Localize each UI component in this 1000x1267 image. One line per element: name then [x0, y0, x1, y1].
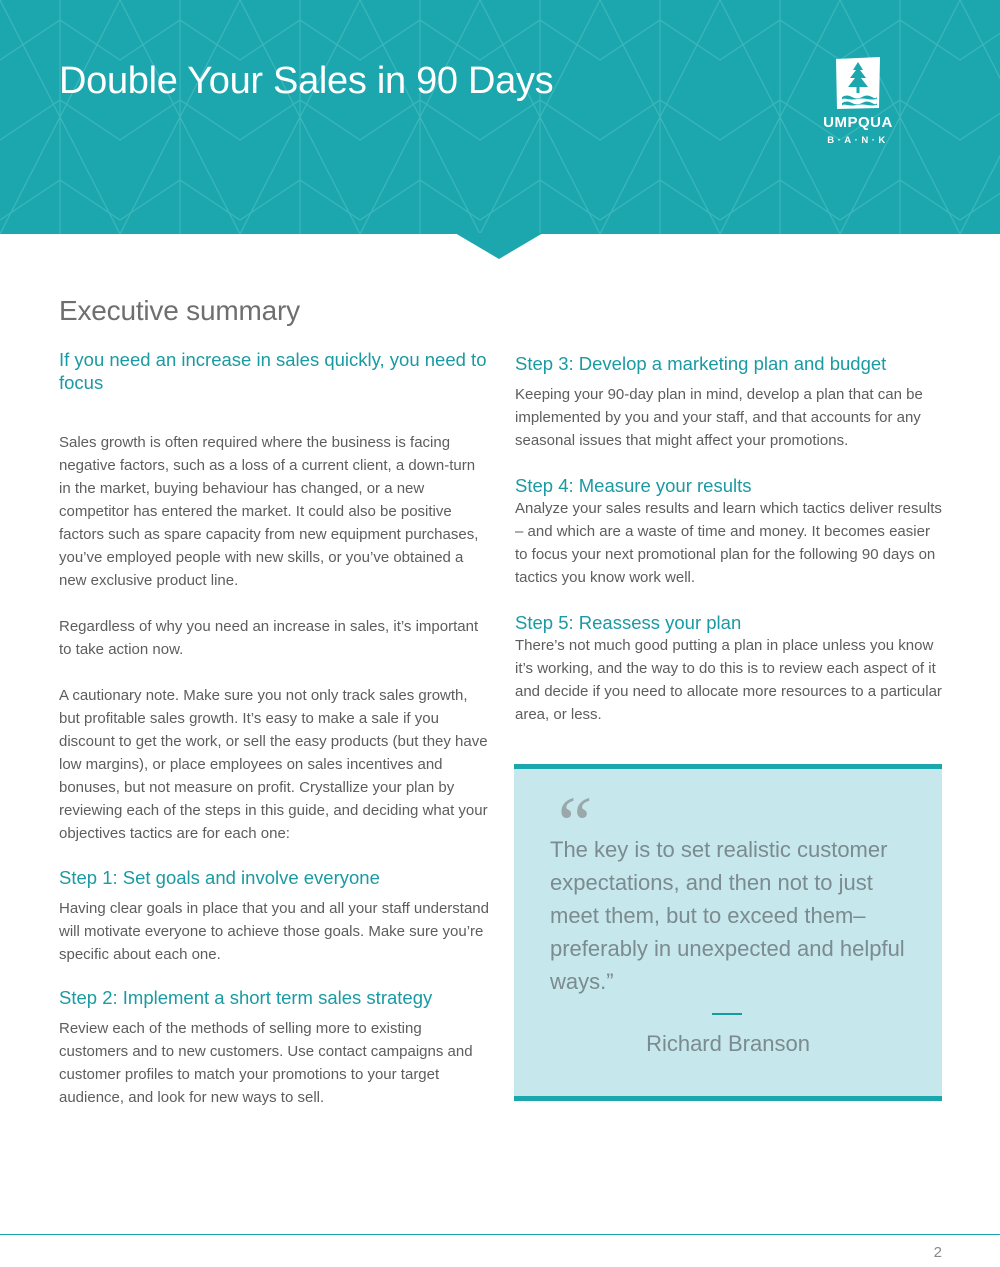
step1-heading: Step 1: Set goals and involve everyone [59, 867, 380, 888]
step4-text: Analyze your sales results and learn which tactics deliver results – and which are a waste of time and money. It becomes easier to focus your next promotional plan for the following 90 days on tactics you know work well. [515, 500, 942, 586]
step2-text: Review each of the methods of selling more to existing customers and to new customers. Use contact campaigns and customer profiles to match your promotions to your target audience, and look for new ways to sell. [59, 1020, 473, 1106]
brand-subtitle: B·A·N·K [827, 135, 889, 146]
intro-heading: If you need an increase in sales quickly, you need to focus [59, 349, 487, 393]
step1-text: Having clear goals in place that you and all your staff understand will motivate everyone to achieve those goals. Make sure you’re specific about each one. [59, 900, 489, 963]
quote-box [514, 764, 942, 1101]
left-column [59, 348, 489, 1109]
tree-icon [833, 56, 883, 110]
intro-paragraph-2: Regardless of why you need an increase in sales, it’s important to take action now. [59, 618, 479, 658]
step4-heading: Step 4: Measure your results [515, 475, 752, 496]
document-title: Double Your Sales in 90 Days [59, 60, 554, 102]
step3-text: Keeping your 90-day plan in mind, develop a plan that can be implemented by you and your staff, and that accounts for any seasonal issues that might affect your promotions. [515, 386, 923, 449]
header-banner [0, 0, 1000, 234]
intro-paragraph-1: Sales growth is often required where the business is facing negative factors, such as a loss of a current client, a down-turn in the market, buying behaviour has changed, or a new competitor has entered the market. It could also be positive factors such as spare capacity from new equipment purchases, you’ve employed people with new skills, or you’ve obtained a new exclusive product line. [59, 434, 479, 589]
quote-author: Richard Branson [646, 1031, 810, 1056]
brand-name: UMPQUA [823, 114, 893, 131]
quote-divider [712, 1013, 742, 1015]
quote-mark-icon: “ [550, 780, 594, 867]
step2-heading: Step 2: Implement a short term sales strategy [59, 987, 433, 1008]
step3-heading: Step 3: Develop a marketing plan and budget [515, 353, 887, 374]
header-notch [455, 233, 543, 259]
footer-divider [0, 1234, 1000, 1235]
intro-paragraph-3: A cautionary note. Make sure you not only track sales growth, but profitable sales growth. It’s easy to make a sale if you discount to get the work, or sell the easy products (but they have low margins), or place employees on sales incentives and bonuses, but not measure on profit. Crystallize your plan by reviewing each of the steps in this guide, and deciding what your objectives tactics are for each one: [59, 687, 488, 842]
umpqua-bank-logo [808, 56, 908, 152]
right-column [515, 352, 945, 726]
step5-text: There’s not much good putting a plan in place unless you know it’s working, and the way to do this is to review each aspect of it and decide if you need to allocate more resources to a particular area, or less. [515, 637, 942, 723]
quote-text: The key is to set realistic customer expectations, and then not to just meet them, but to exceed them– preferably in unexpected and helpful ways.” [550, 837, 905, 994]
page-number: 2 [933, 1244, 942, 1261]
step5-heading: Step 5: Reassess your plan [515, 612, 742, 633]
section-title: Executive summary [59, 295, 300, 326]
